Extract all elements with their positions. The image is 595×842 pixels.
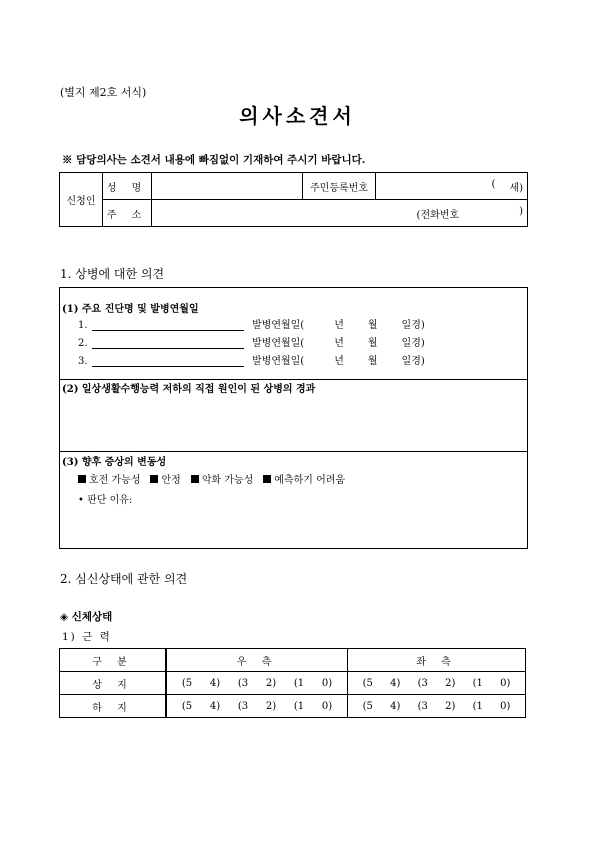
grade-value: 4) [390,700,401,712]
grade-value: 0) [500,677,511,689]
muscle-strength-table [59,648,526,718]
left-grades[interactable] [348,672,526,695]
day-label: 일경) [401,320,425,331]
diagnosis-number: 3. [78,356,88,367]
grade-value: (3 [417,677,428,689]
grade-value: (3 [237,700,249,712]
day-label: 일경) [401,338,425,349]
header-left: 좌 측 [348,649,526,672]
year-label: 년 [334,356,344,367]
diagnosis-input[interactable] [92,319,244,331]
prognosis-box [59,451,528,549]
diagnosis-input[interactable] [92,337,244,349]
phone-open: (전화번호 [416,209,460,221]
grade-value: 0) [321,677,333,689]
option-unpredictable[interactable]: 예측하기 어려움 [263,471,345,486]
grade-value: (5 [181,677,193,689]
diagnosis-number: 2. [78,338,88,349]
diagnosis-row [78,316,425,331]
row-label: 하 지 [60,695,167,718]
address-label: 주 소 [103,200,152,227]
option-stable[interactable]: 안정 [150,471,180,486]
resident-number-label: 주민등록번호 [303,173,376,200]
address-field[interactable] [152,200,528,227]
onset-label: 발병연월일( [252,320,305,331]
year-label: 년 [334,338,344,349]
option-worsen[interactable]: 악화 가능성 [191,471,253,486]
phone-close: ) [519,205,523,217]
grade-value: (5 [362,677,373,689]
reason-label: • 판단 이유: [78,495,133,506]
header-category: 구 분 [60,649,167,672]
right-grades[interactable] [166,695,348,718]
diagnosis-box [59,287,528,380]
name-label: 성 명 [103,173,152,200]
grade-value: 4) [209,700,221,712]
muscle-strength-label: 1) 근 력 [62,631,112,643]
right-grades[interactable] [166,672,348,695]
month-label: 월 [367,338,378,349]
grade-value: (1 [472,677,483,689]
grade-value: 2) [265,700,277,712]
notice-text: ※ 담당의사는 소견서 내용에 빠짐없이 기재하여 주시기 바랍니다. [62,154,366,166]
prognosis-options [78,471,345,486]
month-label: 월 [367,356,378,367]
grade-value: (1 [293,700,305,712]
grade-value: 0) [500,700,511,712]
checkbox-icon [150,475,158,483]
option-improve[interactable]: 호전 가능성 [78,471,140,486]
table-row [60,672,526,695]
form-number: (별지 제2호 서식) [60,86,147,99]
grade-value: 4) [209,677,221,689]
prognosis-title: (3) 향후 증상의 변동성 [62,457,167,468]
table-row [60,695,526,718]
diagnosis-number: 1. [78,320,88,331]
grade-value: 2) [445,700,456,712]
diagnosis-row [78,334,425,349]
grade-value: (1 [293,677,305,689]
name-field[interactable] [152,173,303,200]
grade-value: 2) [445,677,456,689]
header-right: 우 측 [166,649,348,672]
left-grades[interactable] [348,695,526,718]
day-label: 일경) [401,356,425,367]
grade-value: (3 [417,700,428,712]
body-state-heading: ◈ 신체상태 [60,611,113,623]
grade-value: 0) [321,700,333,712]
grade-value: (3 [237,677,249,689]
year-label: 년 [334,320,344,331]
age-open: ( [491,178,496,190]
onset-label: 발병연월일( [252,356,305,367]
grade-value: (5 [362,700,373,712]
onset-label: 발병연월일( [252,338,305,349]
checkbox-icon [263,475,271,483]
checkbox-icon [191,475,199,483]
course-box[interactable] [59,378,528,452]
grade-value: (5 [181,700,193,712]
diagnosis-input[interactable] [92,355,244,367]
grade-value: 4) [390,677,401,689]
section1-heading: 1. 상병에 대한 의견 [60,267,165,281]
month-label: 월 [367,320,378,331]
row-label: 상 지 [60,672,167,695]
page-title: 의사소견서 [239,104,356,128]
resident-number-field[interactable] [376,173,528,200]
applicant-label: 신청인 [60,173,103,227]
grade-value: 2) [265,677,277,689]
diagnosis-row [78,352,425,367]
section2-heading: 2. 심신상태에 관한 의견 [60,572,188,586]
diagnosis-title: (1) 주요 진단명 및 발병연월일 [62,304,199,315]
grade-value: (1 [472,700,483,712]
age-close: 세) [509,182,523,194]
applicant-table [59,172,528,227]
checkbox-icon [78,475,86,483]
course-title: (2) 일상생활수행능력 저하의 직접 원인이 된 상병의 경과 [62,384,316,395]
